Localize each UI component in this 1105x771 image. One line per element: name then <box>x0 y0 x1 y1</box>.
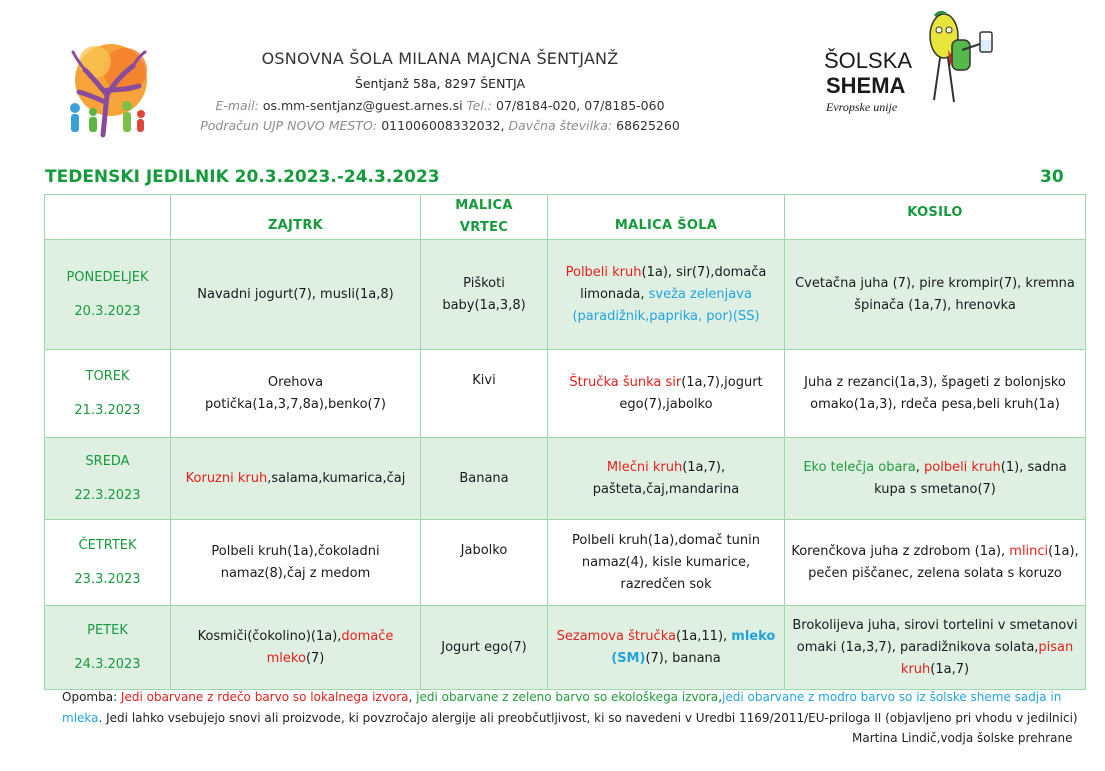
header-breakfast <box>171 195 421 240</box>
menu-title: TEDENSKI JEDILNIK 20.3.2023.-24.3.2023 <box>45 167 440 187</box>
text-run: ,salama,kumarica,čaj <box>267 470 406 486</box>
text-run: jedi obarvane z zeleno barvo so ekološkega izvora <box>416 690 719 704</box>
text-run: , <box>718 690 723 704</box>
day-name: PONEDELJEK <box>66 269 149 285</box>
day-date: 20.3.2023 <box>74 303 141 319</box>
footnote <box>62 687 1082 729</box>
table-row <box>45 350 1086 438</box>
day-name: ČETRTEK <box>78 537 137 553</box>
scheme-logo-line3: Evropske unije <box>826 100 898 114</box>
table-row <box>45 606 1086 690</box>
school-contact <box>180 98 700 113</box>
text-run: Polbeli kruh(1a),čokoladni namaz(8),čaj z medom <box>211 543 380 581</box>
header-kindergarten-snack <box>421 195 548 240</box>
table-row <box>45 520 1086 606</box>
signature: Martina Lindič,vodja šolske prehrane <box>852 731 1073 745</box>
header-breakfast-label: ZAJTRK <box>267 218 324 233</box>
text-run: (1a,7) <box>930 661 970 677</box>
text-run: mleko (SM) <box>611 628 776 666</box>
header-day <box>45 195 171 240</box>
text-run: Jabolko <box>460 543 508 558</box>
text-run: , <box>408 690 417 704</box>
text-run: mlinci <box>1009 543 1049 559</box>
account-value: 011006008332032, <box>381 118 505 133</box>
text-run: Orehova potička(1a,3,7,8a),benko(7) <box>205 374 386 412</box>
text-run: Štručka šunka sir <box>569 374 682 390</box>
lunch-cell <box>785 520 1086 606</box>
lunch-cell <box>785 438 1086 520</box>
day-date: 23.3.2023 <box>74 571 141 587</box>
school-snack-cell <box>548 350 785 438</box>
tel-value: 07/8184-020, 07/8185-060 <box>496 98 665 113</box>
tel-label: Tel.: <box>466 98 493 113</box>
table-row <box>45 240 1086 350</box>
email-value: os.mm-sentjanz@guest.arnes.si <box>262 98 463 113</box>
text-run: Brokolijeva juha, sirovi tortelini v smetanovi omaki (1a,3,7), paradižnikova solata, <box>792 617 1078 655</box>
text-run: Kosmiči(čokolino)(1a), <box>197 628 342 644</box>
text-run: domače mleko <box>266 628 394 666</box>
text-run: Koruzni kruh <box>185 470 268 486</box>
text-run: (1a,11), <box>675 628 732 644</box>
text-run: Polbeli kruh(1a),domač tunin namaz(4), kisle kumarice, razredčen sok <box>572 532 760 592</box>
lunch-cell <box>785 606 1086 690</box>
day-cell <box>45 606 171 690</box>
kindergarten-snack-cell <box>421 240 548 350</box>
day-cell <box>45 520 171 606</box>
text-run: . Jedi lahko vsebujejo snovi ali proizvode, ki povzročajo alergije ali preobčutljivost, ki so navedeni v Uredbi 1169/2011/EU-priloga II (objavljeno pri vhodu v jedilnici) <box>98 711 1078 725</box>
text-run: (1a,7),jogurt ego(7),jabolko <box>619 374 763 412</box>
day-date: 24.3.2023 <box>74 656 141 672</box>
school-snack-cell <box>548 438 785 520</box>
text-run: Banana <box>459 470 509 486</box>
table-row <box>45 438 1086 520</box>
scheme-logo-line2: SHEMA <box>826 73 906 98</box>
text-run: Juha z rezanci(1a,3), špageti z bolonjsko omako(1a,3), rdeča pesa,beli kruh(1a) <box>804 374 1066 412</box>
text-run: (1a), sir(7),domača limonada, <box>580 264 767 302</box>
header-kindergarten-label-1: MALICA <box>455 198 513 213</box>
header-school-snack <box>548 195 785 240</box>
text-run: Opomba: <box>62 690 121 704</box>
breakfast-cell <box>171 606 421 690</box>
day-name: PETEK <box>87 622 128 638</box>
day-date: 21.3.2023 <box>74 402 141 418</box>
school-snack-cell <box>548 606 785 690</box>
lunch-cell <box>785 240 1086 350</box>
text-run: pisan kruh <box>900 639 1074 677</box>
text-run: (7) <box>305 650 325 666</box>
school-account <box>180 118 700 133</box>
breakfast-cell <box>171 350 421 438</box>
school-address: Šentjanž 58a, 8297 ŠENTJA <box>354 76 526 91</box>
text-run: , <box>915 459 924 475</box>
text-run: sveža zelenjava (paradižnik,paprika, por)(SS) <box>572 286 760 324</box>
day-name: SREDA <box>85 453 130 469</box>
school-header <box>180 49 700 133</box>
text-run: Sezamova štručka <box>556 628 676 644</box>
school-name: OSNOVNA ŠOLA MILANA MAJCNA ŠENTJANŽ <box>261 49 619 68</box>
tree-family-logo-icon <box>55 40 155 140</box>
text-run: Jogurt ego(7) <box>441 639 527 655</box>
lunch-cell <box>785 350 1086 438</box>
scheme-logo-line1: ŠOLSKA <box>824 48 913 73</box>
day-cell <box>45 438 171 520</box>
weekly-menu-table <box>44 194 1086 690</box>
text-run: Piškoti baby(1a,3,8) <box>442 275 526 313</box>
day-cell <box>45 240 171 350</box>
school-scheme-mascot-icon <box>822 10 1007 120</box>
day-cell <box>45 350 171 438</box>
header-lunch-label: KOSILO <box>907 205 963 220</box>
tax-label: Davčna številka: <box>508 118 613 133</box>
text-run: (7), banana <box>645 650 721 666</box>
day-date: 22.3.2023 <box>74 487 141 503</box>
text-run: Korenčkova juha z zdrobom (1a), <box>791 543 1010 559</box>
text-run: (1a), pečen piščanec, zelena solata s koruzo <box>808 543 1079 581</box>
header-row <box>45 195 1086 240</box>
kindergarten-snack-cell <box>421 350 548 438</box>
header-school-snack-label: MALICA ŠOLA <box>614 218 718 233</box>
text-run: Polbeli kruh <box>565 264 642 280</box>
header-kindergarten-label-2: VRTEC <box>459 220 509 235</box>
text-run: Kivi <box>472 373 496 388</box>
breakfast-cell <box>171 240 421 350</box>
text-run: polbeli kruh <box>924 459 1001 475</box>
email-label: E-mail: <box>215 98 259 113</box>
text-run: Navadni jogurt(7), musli(1a,8) <box>197 286 394 302</box>
kindergarten-snack-cell <box>421 606 548 690</box>
day-name: TOREK <box>85 368 130 384</box>
tax-value: 68625260 <box>616 118 680 133</box>
breakfast-cell <box>171 438 421 520</box>
text-run: Eko telečja obara <box>803 459 916 475</box>
week-number: 30 <box>1040 167 1064 187</box>
school-snack-cell <box>548 240 785 350</box>
school-snack-cell <box>548 520 785 606</box>
account-label: Podračun UJP NOVO MESTO: <box>200 118 378 133</box>
kindergarten-snack-cell <box>421 438 548 520</box>
text-run: jedi obarvane z modro barvo so iz šolske sheme sadja in mleka <box>62 690 1062 725</box>
header-lunch <box>785 195 1086 240</box>
text-run: Mlečni kruh <box>606 459 683 475</box>
text-run: (1), sadna kupa s smetano(7) <box>874 459 1067 497</box>
text-run: Cvetačna juha (7), pire krompir(7), kremna špinača (1a,7), hrenovka <box>795 275 1075 313</box>
text-run: Jedi obarvane z rdečo barvo so lokalnega izvora <box>120 690 409 704</box>
text-run: (1a,7), pašteta,čaj,mandarina <box>592 459 740 497</box>
breakfast-cell <box>171 520 421 606</box>
kindergarten-snack-cell <box>421 520 548 606</box>
